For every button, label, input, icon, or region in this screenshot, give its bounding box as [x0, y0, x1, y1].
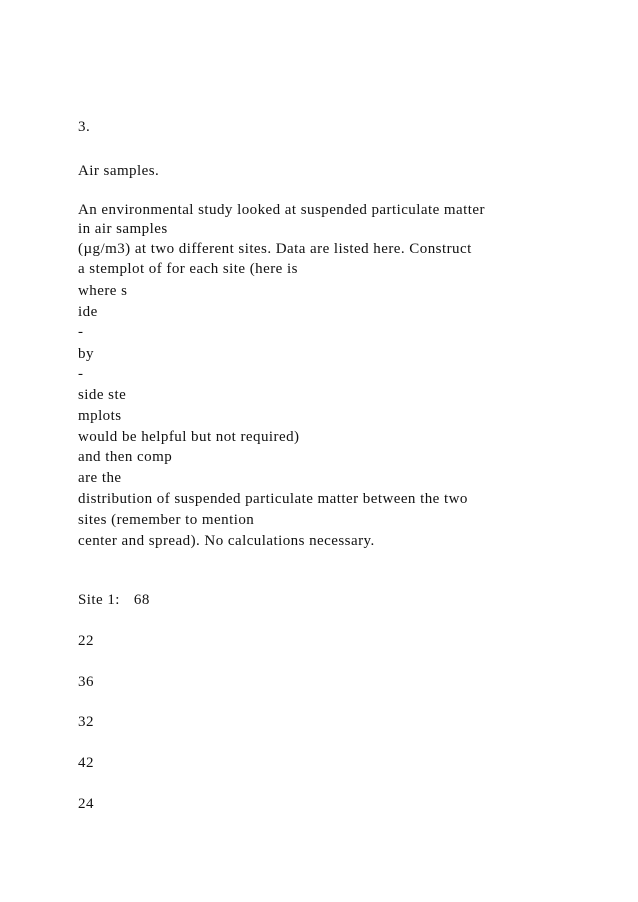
- paragraph-line: by: [78, 346, 94, 362]
- site1-label: Site 1:: [78, 592, 120, 608]
- paragraph-line: a stemplot of for each site (here is: [78, 261, 298, 277]
- paragraph-line: and then comp: [78, 449, 173, 465]
- paragraph-line: An environmental study looked at suspended particulate matter: [78, 202, 485, 218]
- question-title: Air samples.: [78, 163, 160, 179]
- question-number: 3.: [78, 119, 91, 135]
- site1-value: 22: [78, 633, 94, 649]
- paragraph-line: in air samples: [78, 221, 168, 237]
- paragraph-line: -: [78, 366, 84, 382]
- document-page: [78, 0, 618, 902]
- paragraph-line: ide: [78, 304, 98, 320]
- paragraph-line: center and spread). No calculations necessary.: [78, 533, 375, 549]
- site1-row: [78, 591, 150, 609]
- paragraph-line: where s: [78, 283, 128, 299]
- site1-value: 68: [133, 592, 150, 608]
- site1-value: 36: [78, 674, 94, 690]
- paragraph-line: would be helpful but not required): [78, 429, 300, 445]
- paragraph-line: side ste: [78, 387, 127, 403]
- paragraph-line: mplots: [78, 408, 122, 424]
- paragraph-line: (µg/m3) at two different sites. Data are listed here. Construct: [78, 241, 472, 257]
- site1-value: 24: [78, 796, 94, 812]
- paragraph-line: -: [78, 324, 84, 340]
- paragraph-line: are the: [78, 470, 122, 486]
- paragraph-line: sites (remember to mention: [78, 512, 255, 528]
- site1-value: 32: [78, 714, 94, 730]
- paragraph-line: distribution of suspended particulate matter between the two: [78, 491, 468, 507]
- site1-value: 42: [78, 755, 94, 771]
